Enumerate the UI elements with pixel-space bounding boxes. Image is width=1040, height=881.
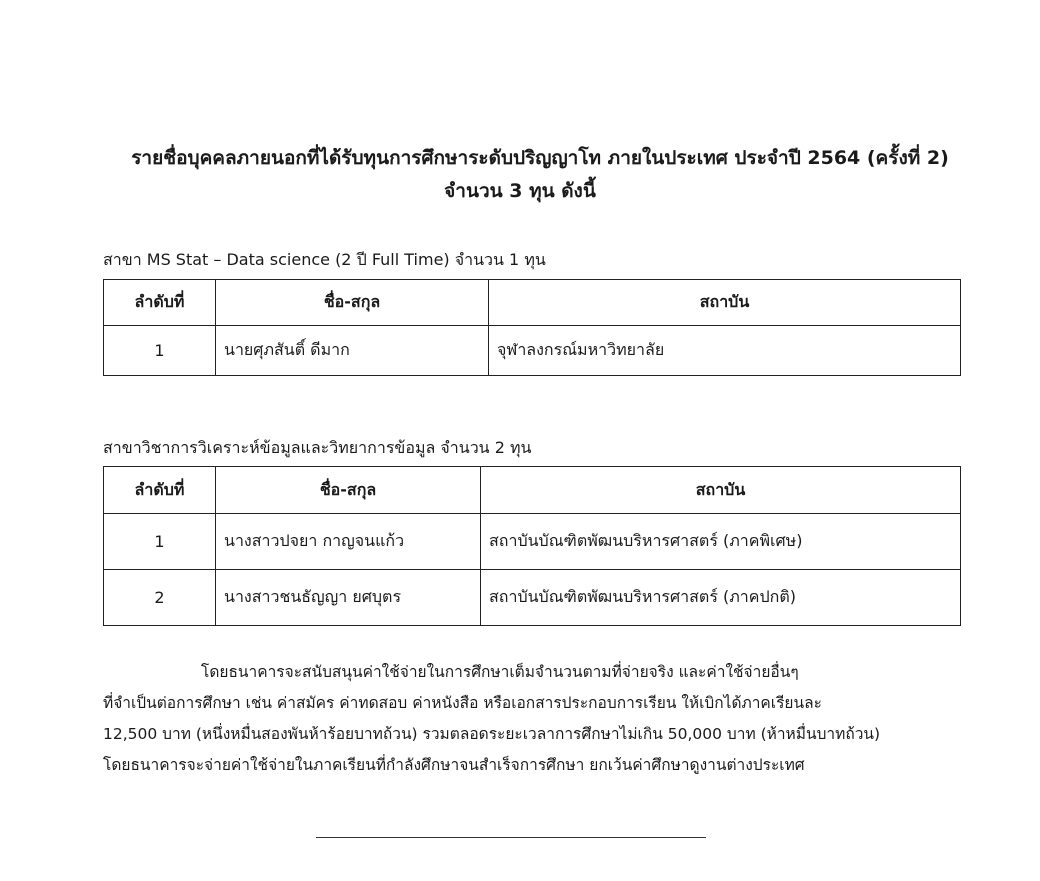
funding-paragraph bbox=[103, 657, 963, 781]
table-header-row bbox=[104, 280, 961, 326]
section1-heading: สาขา MS Stat – Data science (2 ปี Full Time) จำนวน 1 ทุน bbox=[103, 250, 546, 269]
table-row bbox=[104, 514, 961, 570]
section1-table bbox=[103, 279, 961, 376]
col-header-order: ลำดับที่ bbox=[104, 280, 216, 326]
table-header-row bbox=[104, 467, 961, 514]
cell-order: 1 bbox=[104, 514, 216, 570]
bottom-divider bbox=[316, 837, 706, 838]
cell-name: นายศุภสันติ์ ดีมาก bbox=[216, 326, 489, 376]
cell-order: 2 bbox=[104, 570, 216, 626]
document-title-line1: รายชื่อบุคคลภายนอกที่ได้รับทุนการศึกษาระดับปริญญาโท ภายในประเทศ ประจำปี 2564 (ครั้งที่ 2) bbox=[131, 147, 949, 169]
paragraph-line: 12,500 บาท (หนึ่งหมื่นสองพันห้าร้อยบาทถ้วน) รวมตลอดระยะเวลาการศึกษาไม่เกิน 50,000 บาท (ห้าหมื่นบาทถ้วน) bbox=[103, 725, 881, 743]
section2-table bbox=[103, 466, 961, 626]
document-title-line2: จำนวน 3 ทุน ดังนี้ bbox=[444, 180, 596, 202]
cell-institute: สถาบันบัณฑิตพัฒนบริหารศาสตร์ (ภาคพิเศษ) bbox=[481, 514, 961, 570]
cell-institute: จุฬาลงกรณ์มหาวิทยาลัย bbox=[489, 326, 961, 376]
col-header-name: ชื่อ-สกุล bbox=[216, 467, 481, 514]
paragraph-line: โดยธนาคารจะสนับสนุนค่าใช้จ่ายในการศึกษาเต็มจำนวนตามที่จ่ายจริง และค่าใช้จ่ายอื่นๆ bbox=[201, 663, 799, 681]
col-header-institute: สถาบัน bbox=[489, 280, 961, 326]
col-header-name: ชื่อ-สกุล bbox=[216, 280, 489, 326]
paragraph-line: ที่จำเป็นต่อการศึกษา เช่น ค่าสมัคร ค่าทดสอบ ค่าหนังสือ หรือเอกสารประกอบการเรียน ให้เบิกได้ภาคเรียนละ bbox=[103, 694, 822, 712]
col-header-institute: สถาบัน bbox=[481, 467, 961, 514]
table-row bbox=[104, 570, 961, 626]
section2-heading: สาขาวิชาการวิเคราะห์ข้อมูลและวิทยาการข้อมูล จำนวน 2 ทุน bbox=[103, 438, 532, 457]
cell-name: นางสาวชนธัญญา ยศบุตร bbox=[216, 570, 481, 626]
paragraph-line: โดยธนาคารจะจ่ายค่าใช้จ่ายในภาคเรียนที่กำลังศึกษาจนสำเร็จการศึกษา ยกเว้นค่าศึกษาดูงานต่างประเทศ bbox=[103, 756, 805, 774]
cell-order: 1 bbox=[104, 326, 216, 376]
cell-name: นางสาวปจยา กาญจนแก้ว bbox=[216, 514, 481, 570]
cell-institute: สถาบันบัณฑิตพัฒนบริหารศาสตร์ (ภาคปกติ) bbox=[481, 570, 961, 626]
table-row bbox=[104, 326, 961, 376]
col-header-order: ลำดับที่ bbox=[104, 467, 216, 514]
